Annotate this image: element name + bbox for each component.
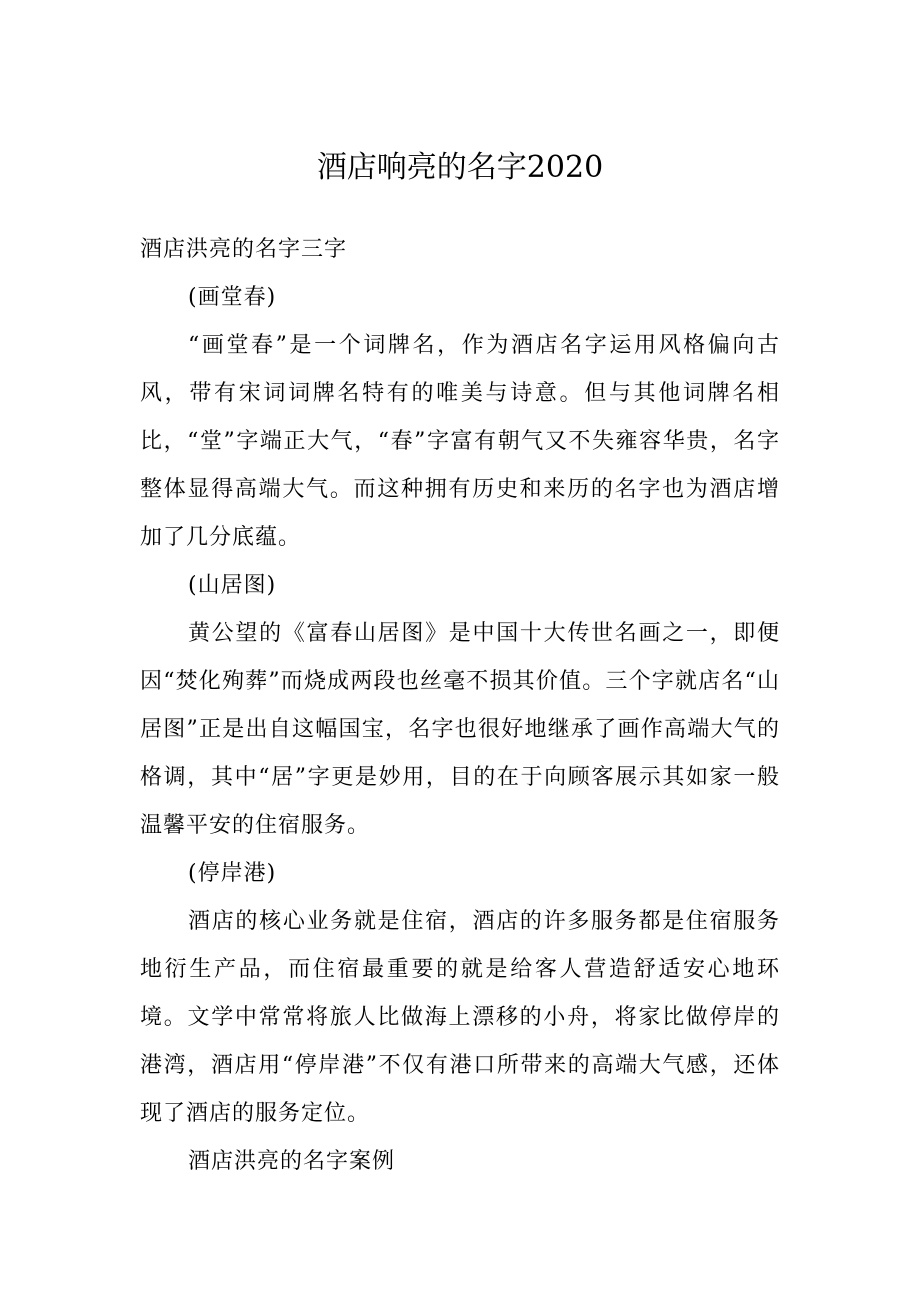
paragraph-tinganggang: 酒店的核心业务就是住宿，酒店的许多服务都是住宿服务地衍生产品，而住宿最重要的就是给客人营造舒适安心地环境。文学中常常将旅人比做海上漂移的小舟，将家比做停岸的港湾，酒店用“停岸港”不仅有港口所带来的高端大气感，还体现了酒店的服务定位。 [140, 909, 780, 1126]
section-heading-cases: 酒店洪亮的名字案例 [188, 1149, 396, 1174]
paragraph-shanjutu: 黄公望的《富春山居图》是中国十大传世名画之一，即便因“焚化殉葬”而烧成两段也丝毫不损其价值。三个字就店名“山居图”正是出自这幅国宝，名字也很好地继承了画作高端大气的格调，其中“居”字更是妙用，目的在于向顾客展示其如家一般温馨平安的住宿服务。 [140, 621, 780, 838]
subsection-heading-tinganggang: (停岸港) [188, 861, 277, 886]
section-heading: 酒店洪亮的名字三字 [140, 237, 348, 262]
document-title: 酒店响亮的名字2020 [316, 150, 604, 185]
paragraph-huatangchun: “画堂春”是一个词牌名，作为酒店名字运用风格偏向古风，带有宋词词牌名特有的唯美与诗意。但与其他词牌名相比，“堂”字端正大气，“春”字富有朝气又不失雍容华贵，名字整体显得高端大气。而这种拥有历史和来历的名字也为酒店增加了几分底蕴。 [140, 333, 780, 550]
subsection-heading-huatangchun: (画堂春) [188, 285, 277, 310]
document-body [140, 226, 780, 1186]
subsection-heading-shanjutu: (山居图) [188, 573, 277, 598]
